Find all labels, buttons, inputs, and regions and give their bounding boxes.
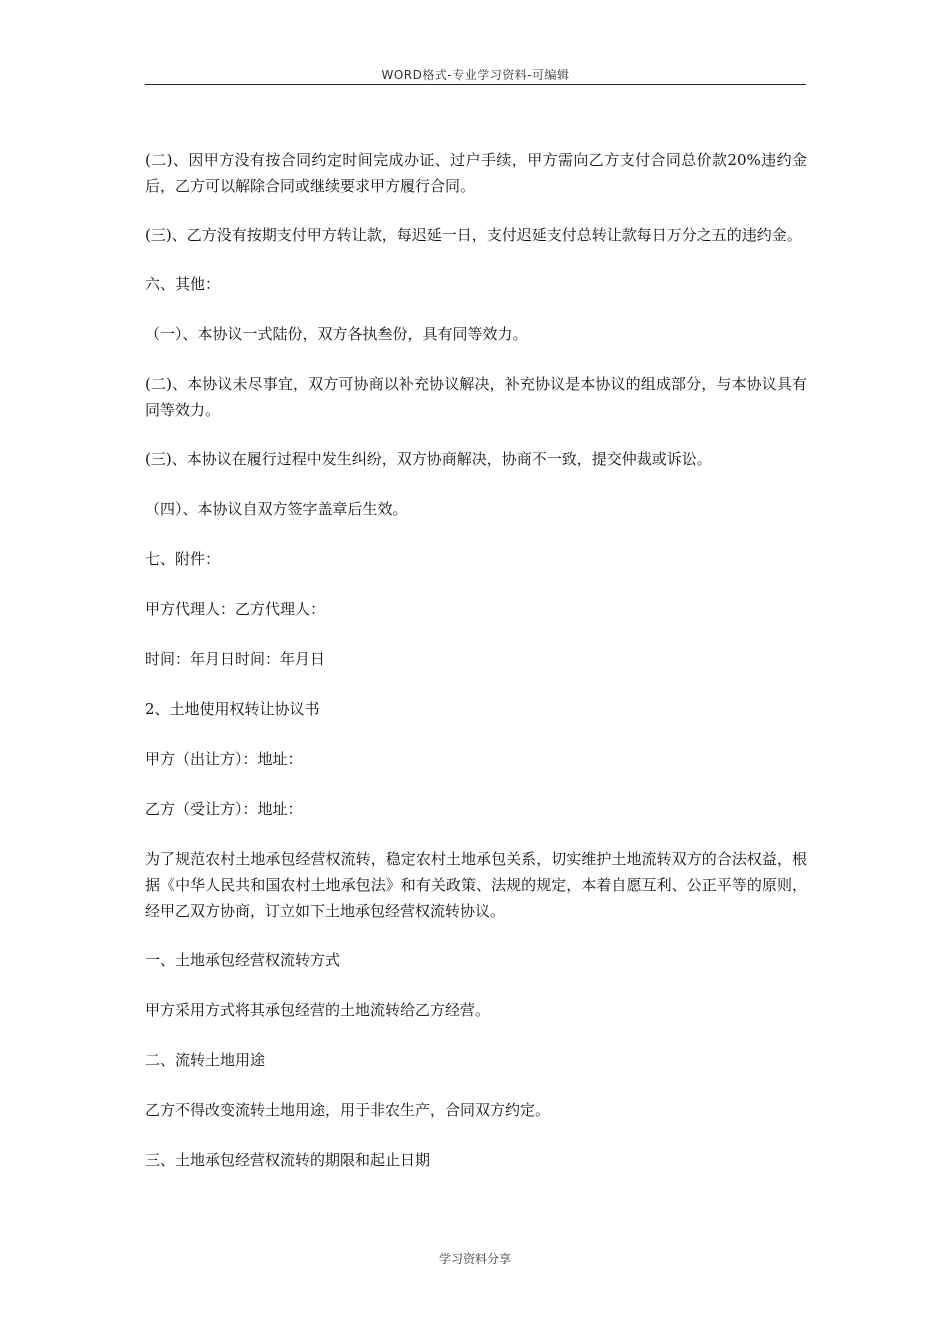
section-heading-1: 一、土地承包经营权流转方式 (145, 951, 341, 969)
section-heading-2: 二、流转土地用途 (145, 1051, 266, 1069)
document-body (145, 147, 807, 1197)
section-heading-3: 三、土地承包经营权流转的期限和起止日期 (145, 1151, 431, 1169)
paragraph-other-2: (二)、本协议未尽事宜，双方可协商以补充协议解决，补充协议是本协议的组成部分，与本协议具有同等效力。 (145, 375, 807, 419)
paragraph-section-1: 甲方采用方式将其承包经营的土地流转给乙方经营。 (145, 1001, 491, 1019)
page-footer: 学习资料分享 (438, 1252, 511, 1266)
paragraph-penalty-2: (二)、因甲方没有按合同约定时间完成办证、过户手续，甲方需向乙方支付合同总价款20%违约金后，乙方可以解除合同或继续要求甲方履行合同。 (145, 151, 807, 195)
paragraph-section-2: 乙方不得改变流转土地用途，用于非农生产，合同双方约定。 (145, 1101, 551, 1119)
paragraph-other-1: （一）、本协议一式陆份，双方各执叁份，具有同等效力。 (145, 325, 528, 343)
header-divider (145, 84, 806, 85)
party-a-line: 甲方（出让方）：地址： (145, 750, 303, 768)
document-title: 2、土地使用权转让协议书 (145, 700, 320, 718)
paragraph-penalty-3: (三)、乙方没有按期支付甲方转让款，每迟延一日，支付迟延支付总转让款每日万分之五的违约金。 (145, 226, 802, 244)
paragraph-other-3: (三)、本协议在履行过程中发生纠纷，双方协商解决，协商不一致，提交仲裁或诉讼。 (145, 450, 712, 468)
section-heading-other: 六、其他： (145, 275, 221, 293)
page-header: WORD格式-专业学习资料-可编辑 (381, 68, 570, 82)
section-heading-attachment: 七、附件： (145, 550, 221, 568)
date-signature-line: 时间：年月日时间：年月日 (145, 650, 326, 668)
party-b-line: 乙方（受让方）：地址： (145, 800, 303, 818)
paragraph-other-4: （四）、本协议自双方签字盖章后生效。 (145, 500, 408, 518)
preamble-paragraph: 为了规范农村土地承包经营权流转，稳定农村土地承包关系，切实维护土地流转双方的合法权益，根据《中华人民共和国农村土地承包法》和有关政策、法规的规定，本着自愿互利、公正平等的原则，经甲乙双方协商，订立如下土地承包经营权流转协议。 (145, 850, 807, 920)
agent-signature-line: 甲方代理人：乙方代理人： (145, 600, 326, 618)
